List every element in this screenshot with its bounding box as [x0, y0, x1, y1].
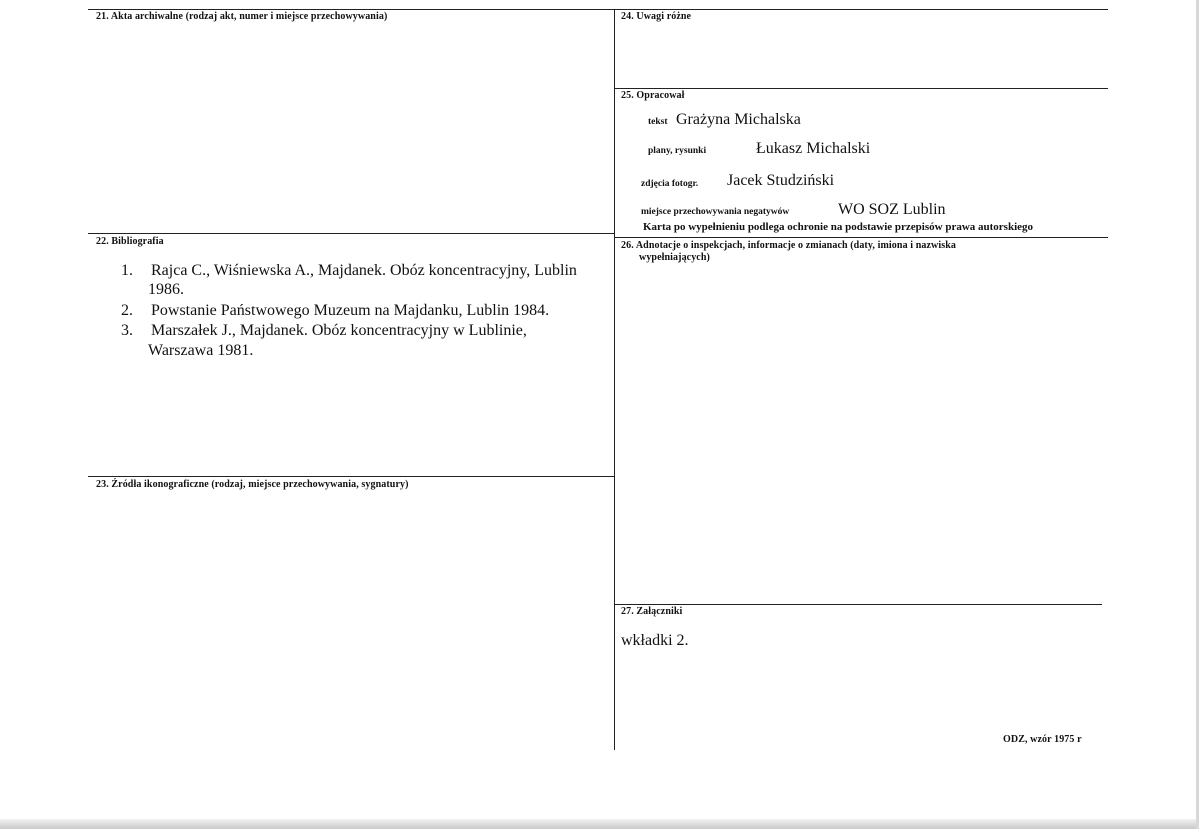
- tekst-label: tekst: [648, 117, 668, 127]
- bib-2-num: 2.: [121, 302, 133, 319]
- bib-3-line2: Warszawa 1981.: [148, 342, 254, 359]
- plany-value: Łukasz Michalski: [756, 140, 871, 157]
- rule-22-top: [88, 233, 614, 234]
- bib-3-line1: Marszałek J., Majdanek. Obóz koncentracyjny w Lublinie,: [151, 322, 527, 339]
- bib-1-line1: Rajca C., Wiśniewska A., Majdanek. Obóz koncentracyjny, Lublin: [151, 262, 577, 279]
- negatywy-value: WO SOZ Lublin: [838, 201, 946, 218]
- section-25-label: 25. Opracował: [621, 90, 685, 101]
- section-27-value: wkładki 2.: [621, 632, 689, 649]
- negatywy-label: miejsce przechowywania negatywów: [641, 207, 790, 217]
- bib-2-line1: Powstanie Państwowego Muzeum na Majdanku, Lublin 1984.: [151, 302, 550, 319]
- section-27-label: 27. Załączniki: [621, 606, 683, 617]
- section-26-label-line2: wypełniających): [639, 252, 710, 263]
- zdjecia-label: zdjęcia fotogr.: [641, 179, 699, 189]
- zdjecia-value: Jacek Studziński: [727, 172, 835, 189]
- rule-26-top: [614, 237, 1108, 238]
- rule-25-top: [614, 88, 1108, 89]
- scan-bottom-edge: [0, 819, 1199, 829]
- copyright-note: Karta po wypełnieniu podlega ochronie na podstawie przepisów prawa autorskiego: [643, 221, 1034, 233]
- rule-23-top: [88, 476, 614, 477]
- section-21-label: 21. Akta archiwalne (rodzaj akt, numer i miejsce przechowywania): [96, 11, 388, 22]
- bib-3-num: 3.: [121, 322, 133, 339]
- top-rule-left: [88, 9, 614, 10]
- section-22-label: 22. Bibliografia: [96, 236, 164, 247]
- section-23-label: 23. Źródła ikonograficzne (rodzaj, miejsce przechowywania, sygnatury): [96, 479, 409, 490]
- plany-label: plany, rysunki: [648, 146, 707, 156]
- center-divider: [614, 9, 615, 750]
- bib-1-num: 1.: [121, 262, 133, 279]
- bib-1-line2: 1986.: [148, 281, 184, 298]
- form-code: ODZ, wzór 1975 r: [1003, 734, 1082, 745]
- section-24-label: 24. Uwagi różne: [621, 11, 692, 22]
- rule-27-top: [614, 604, 1102, 605]
- top-rule-right: [614, 9, 1108, 10]
- tekst-value: Grażyna Michalska: [676, 111, 801, 128]
- section-26-label-line1: 26. Adnotacje o inspekcjach, informacje o zmianach (daty, imiona i nazwiska: [621, 240, 956, 251]
